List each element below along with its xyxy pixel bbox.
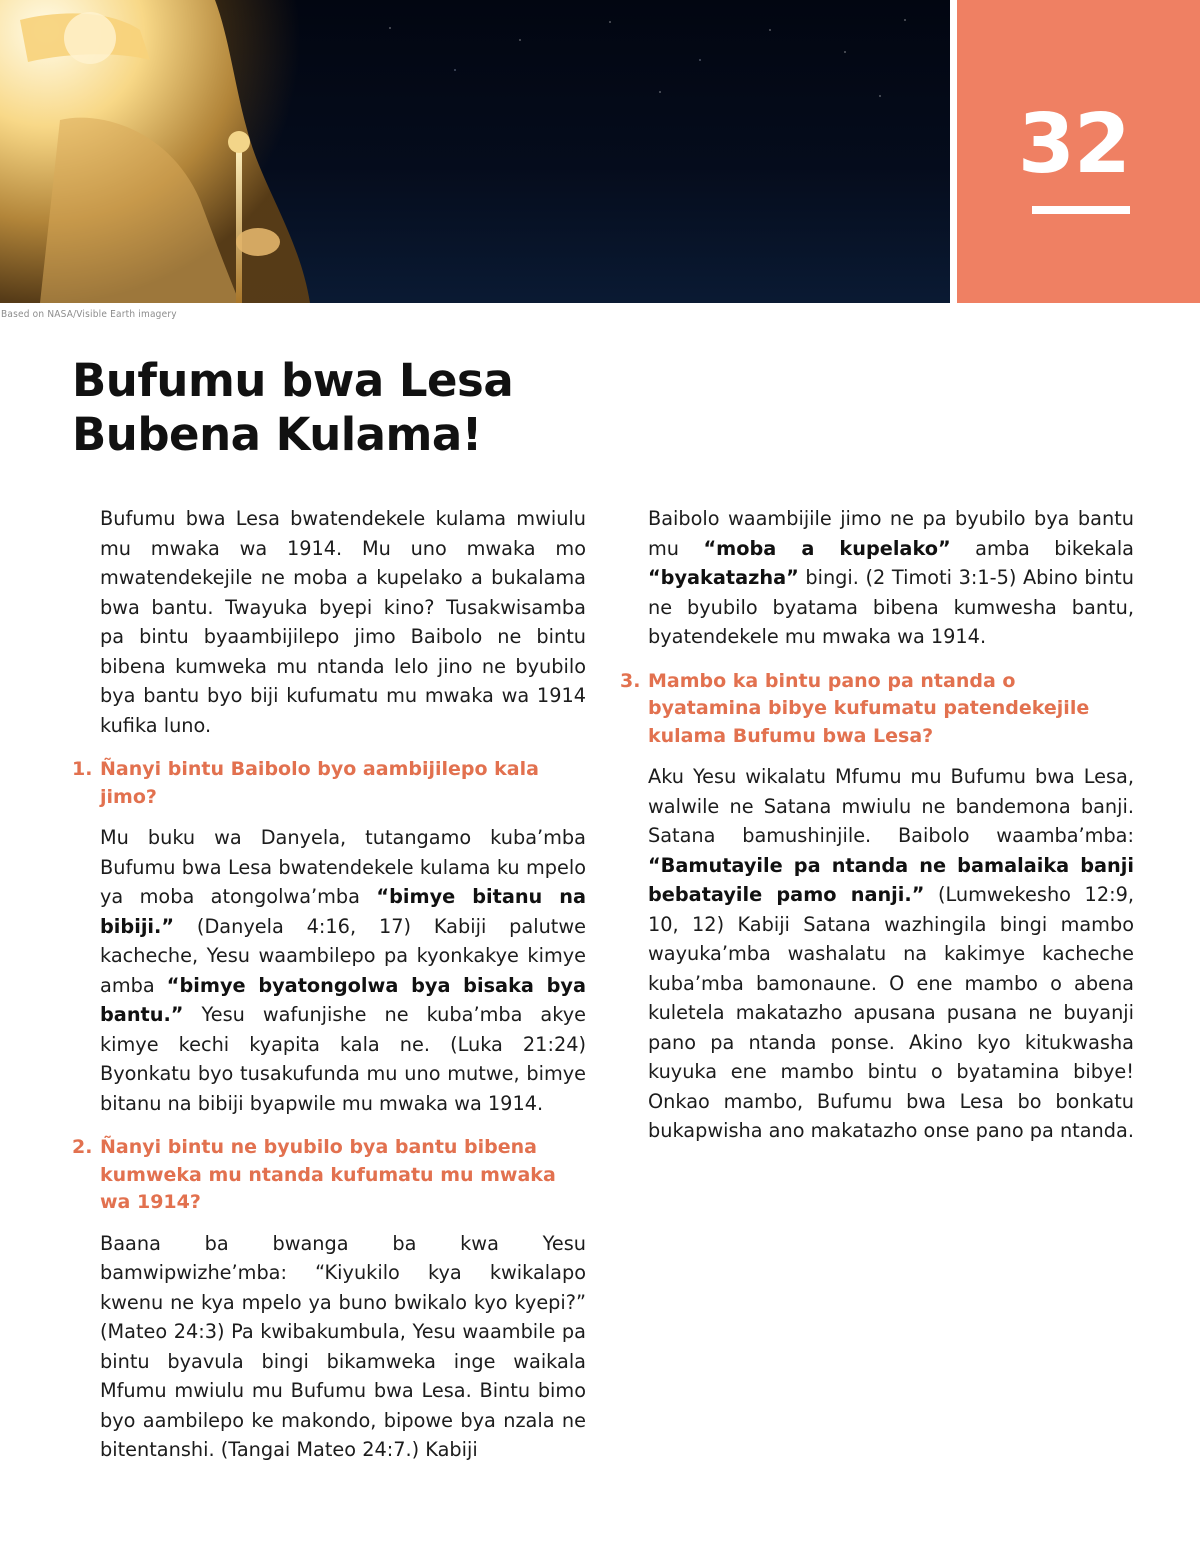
answer-1-quote-b: “bimye byatongolwa bya bisaka bya bantu.” bbox=[100, 973, 586, 1026]
answer-2-cont-text-c: bingi. (2 Timoti 3:1-5) Abino bintu ne byubilo byatama bibena kumwesha bantu, byatendekele mu mwaka wa 1914. bbox=[648, 566, 1134, 648]
question-2-number: 2. bbox=[72, 1136, 93, 1158]
answer-1-quote-a: “bimye bitanu na bibiji.” bbox=[100, 885, 586, 938]
answer-2-quote-a: “moba a kupelako” bbox=[703, 536, 951, 560]
answer-2-cont-text-a: Baibolo waambijile jimo ne pa byubilo bya bantu mu bbox=[648, 507, 1134, 560]
title-line-1: Bufumu bwa Lesa bbox=[72, 354, 514, 407]
lesson-number-block bbox=[957, 0, 1200, 303]
right-column bbox=[620, 504, 1134, 1146]
answer-2-quote-b: “byakatazha” bbox=[648, 566, 799, 589]
intro-paragraph: Bufumu bwa Lesa bwatendekele kulama mwiulu mu mwaka wa 1914. Mu uno mwaka mo mwatendekejile ne moba a kupelako a bukalama bwa bantu. Twayuka byepi kino? Tusakwisamba pa bintu byaambijilepo jimo Baibolo ne bintu bibena kumweka mu ntanda lelo jino ne byubilo bya bantu byo biji kufumatu mu mwaka wa 1914 kufika luno. bbox=[100, 507, 586, 737]
lesson-number: 32 bbox=[1017, 97, 1130, 192]
question-1 bbox=[72, 756, 586, 811]
answer-2-continued bbox=[620, 504, 1134, 652]
answer-3-quote-a: “Bamutayile pa ntanda ne bamalaika banji bebatayile pamo nanji.” bbox=[648, 853, 1134, 906]
answer-1-text-a: Mu buku wa Danyela, tutangamo kuba’mba Bufumu bwa Lesa bwatendekele kulama ku mpelo ya moba atongolwa’mba bbox=[100, 826, 586, 908]
left-column bbox=[72, 504, 586, 1465]
answer-1-text-b: (Danyela 4:16, 17) Kabiji palutwe kacheche, Yesu waambilepo pa kyonkakye kimye amba bbox=[100, 914, 586, 997]
header-image bbox=[0, 0, 950, 303]
title-line-2: Bubena Kulama! bbox=[72, 408, 482, 461]
question-3-number: 3. bbox=[620, 669, 641, 692]
answer-2-cont-text-b: amba bikekala bbox=[950, 536, 1134, 560]
king-figure-illustration bbox=[0, 0, 320, 303]
answer-3-paragraph bbox=[620, 762, 1134, 1146]
answer-1-text-c: Yesu wafunjishe ne kuba’mba akye kimye kechi kyapita kala ne. (Luka 21:24) Byonkatu byo tusakufunda mu uno mutwe, bimye bitanu na bibiji byapwile mu mwaka wa 1914. bbox=[100, 1003, 586, 1115]
answer-3-text-a: Aku Yesu wikalatu Mfumu mu Bufumu bwa Lesa, walwile ne Satana mwiulu ne bandemona banji. Satana bamushinjile. Baibolo waamba’mba: bbox=[648, 765, 1134, 847]
number-underline bbox=[1032, 206, 1130, 214]
question-2-text: Ñanyi bintu ne byubilo bya bantu bibena kumweka mu ntanda kufumatu mu mwaka wa 1914? bbox=[100, 1136, 556, 1213]
image-credit: Based on NASA/Visible Earth imagery bbox=[1, 309, 177, 320]
answer-3-text-b: (Lumwekesho 12:9, 10, 12) Kabiji Satana wazhingila bingi mambo wayuka’mba washalatu na kakimye kacheche kuba’mba bamonaune. O ene mambo o abena kuletela makatazho apusana pusana ne buyanji pano pa ntanda ponse. Akino kyo kitukwasha kuyuka ene mambo bintu o byatamina bibye! Onkao mambo, Bufumu bwa Lesa bo bonkatu bukapwisha ano makatazho onse pano pa ntanda. bbox=[648, 883, 1134, 1142]
question-3-text: Mambo ka bintu pano pa ntanda o byatamina bibye kufumatu patendekejile kulama Bufumu bwa Lesa? bbox=[648, 669, 1090, 747]
answer-2-paragraph: Baana ba bwanga ba kwa Yesu bamwipwizhe’mba: “Kiyukilo kya kwikalapo kwenu ne kya mpelo ya buno bwikalo kyo kyepi?” (Mateo 24:3) Pa kwibakumbula, Yesu waambile pa bintu byavula bingi bikamweka inge waikala Mfumu mwiulu mu Bufumu bwa Lesa. Bintu bimo byo aambilepo ke makondo, bipowe bya nzala ne bitentanshi. (Tangai Mateo 24:7.) Kabiji bbox=[100, 1231, 586, 1461]
answer-1-paragraph bbox=[72, 823, 586, 1118]
question-1-text: Ñanyi bintu Baibolo byo aambijilepo kala jimo? bbox=[100, 758, 539, 808]
question-1-number: 1. bbox=[72, 758, 93, 780]
question-3 bbox=[620, 668, 1134, 751]
page-title bbox=[72, 354, 513, 462]
question-2 bbox=[72, 1134, 586, 1217]
